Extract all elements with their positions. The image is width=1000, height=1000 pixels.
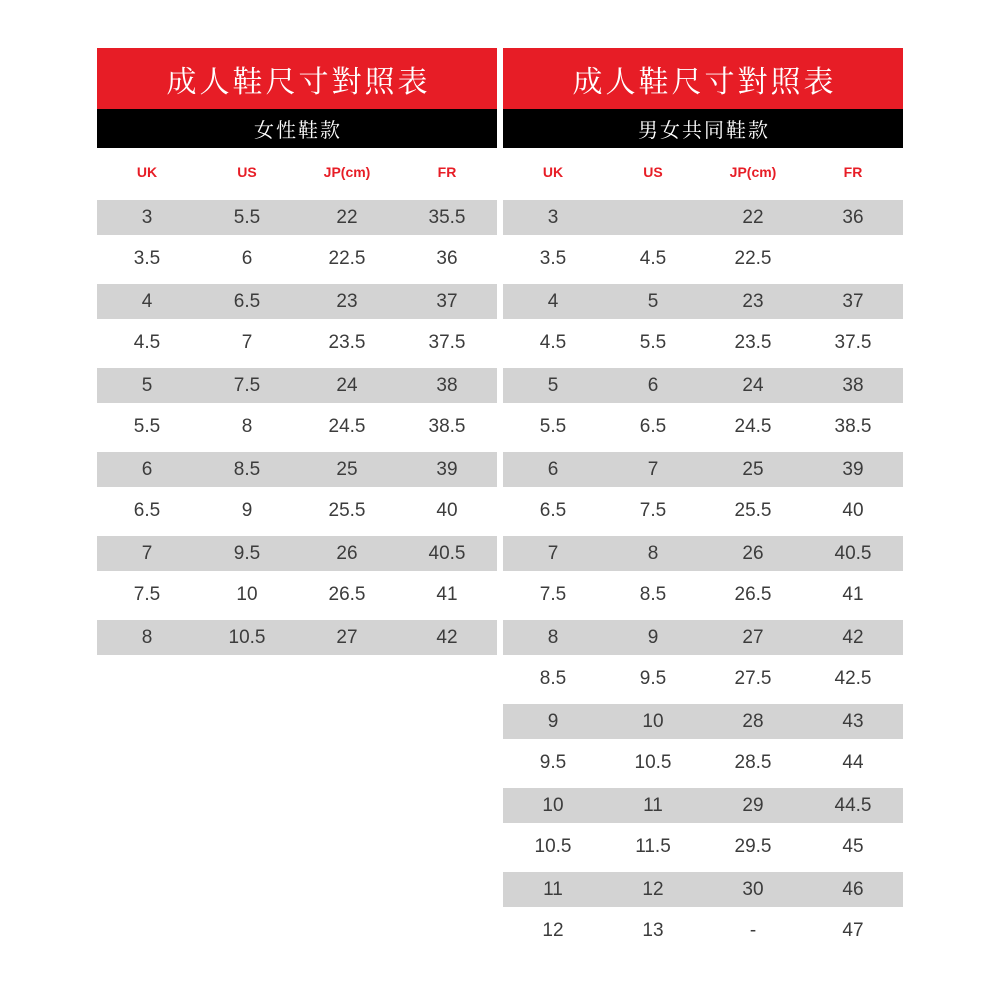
- size-cell: 47: [842, 920, 864, 941]
- size-cell: [803, 238, 903, 280]
- size-cell: 4: [141, 290, 153, 312]
- table-row: [97, 280, 497, 322]
- table-row: [503, 658, 903, 700]
- size-cell: 23: [742, 290, 764, 312]
- size-cell: 7.5: [233, 374, 261, 396]
- size-cell: 25.5: [328, 500, 366, 521]
- size-cell: 10: [236, 584, 258, 605]
- size-cell: 24.5: [328, 416, 366, 437]
- size-cell: 11: [543, 878, 563, 900]
- size-cell: 37.5: [834, 332, 872, 353]
- size-cell: 5: [647, 290, 659, 312]
- size-cell: 24: [336, 374, 358, 396]
- size-cell: 46: [842, 878, 864, 900]
- size-cell: 29: [742, 794, 764, 816]
- table-row: [503, 868, 903, 910]
- size-cell: 4.5: [639, 248, 667, 269]
- size-cell: 9.5: [539, 752, 567, 773]
- table-row: [503, 238, 903, 280]
- column-header-fr: FR: [843, 164, 863, 180]
- size-cell: 24.5: [734, 416, 772, 437]
- size-cell: 7.5: [639, 500, 667, 521]
- size-cell: 25: [336, 458, 358, 480]
- size-cell: 6.5: [639, 416, 667, 437]
- size-cell: 6.5: [133, 500, 161, 521]
- size-cell: 7.5: [539, 584, 567, 605]
- size-cell: 22: [742, 206, 764, 228]
- size-cell: 6: [647, 374, 659, 396]
- table-row: [503, 700, 903, 742]
- size-cell: 35.5: [428, 206, 466, 228]
- size-cell: 10: [542, 794, 564, 816]
- size-cell: 26: [742, 542, 764, 564]
- column-header-fr: FR: [437, 164, 457, 180]
- size-cell: 6.5: [233, 290, 261, 312]
- table-subtitle: 女性鞋款: [97, 109, 497, 148]
- table-title: 成人鞋尺寸對照表: [503, 48, 903, 109]
- size-cell: 9: [241, 500, 253, 521]
- size-cell: 36: [436, 248, 458, 269]
- table-row: [97, 574, 497, 616]
- size-cell: 40: [436, 500, 458, 521]
- size-cell: 8.5: [539, 668, 567, 689]
- table-row: [503, 910, 903, 952]
- size-cell: 4: [547, 290, 559, 312]
- size-cell: 22: [336, 206, 358, 228]
- size-cell: 9.5: [233, 542, 261, 564]
- table-row: [503, 826, 903, 868]
- table-row: [503, 448, 903, 490]
- table-row: [97, 616, 497, 658]
- size-cell: 8: [241, 416, 253, 437]
- size-cell: 26.5: [328, 584, 366, 605]
- size-cell: 12: [542, 920, 564, 941]
- size-cell: 40.5: [834, 542, 872, 564]
- size-cell: 26: [336, 542, 358, 564]
- size-cell: 23: [336, 290, 358, 312]
- size-cell: 41: [842, 584, 864, 605]
- size-cell: 5.5: [233, 206, 261, 228]
- size-cell: 37: [842, 290, 864, 312]
- size-cell: 7.5: [133, 584, 161, 605]
- size-cell: 44: [842, 752, 864, 773]
- size-cell: 9: [647, 626, 659, 648]
- table-row: [503, 322, 903, 364]
- table-row: [503, 784, 903, 826]
- size-cell: 29.5: [734, 836, 772, 857]
- size-cell: 37: [436, 290, 458, 312]
- table-row: [97, 448, 497, 490]
- table-row: [503, 532, 903, 574]
- table-row: [97, 322, 497, 364]
- size-cell: 12: [642, 878, 664, 900]
- size-cell: 28: [742, 710, 764, 732]
- size-cell: 8: [547, 626, 559, 648]
- size-cell: 44.5: [834, 794, 872, 816]
- table-row: [97, 406, 497, 448]
- unisex-size-table: [503, 48, 903, 952]
- table-row: [97, 364, 497, 406]
- size-cell: 7: [647, 458, 659, 480]
- size-cell: 42.5: [834, 668, 872, 689]
- size-cell: 27: [336, 626, 358, 648]
- size-cell: 11.5: [635, 836, 671, 857]
- column-header-uk: UK: [136, 164, 158, 180]
- women-size-table: [97, 48, 497, 952]
- size-cell: 40: [842, 500, 864, 521]
- size-cell: 10.5: [228, 626, 266, 648]
- table-row: [503, 196, 903, 238]
- size-cell: 30: [742, 878, 764, 900]
- column-header-row: [97, 148, 497, 196]
- column-header-row: [503, 148, 903, 196]
- size-cell: 38.5: [834, 416, 872, 437]
- size-cell: 40.5: [428, 542, 466, 564]
- size-cell: 36: [842, 206, 864, 228]
- size-cell: 42: [436, 626, 458, 648]
- size-cell: 5.5: [133, 416, 161, 437]
- table-row: [97, 532, 497, 574]
- size-cell: 22.5: [734, 248, 772, 269]
- size-cell: 25.5: [734, 500, 772, 521]
- size-cell: 26.5: [734, 584, 772, 605]
- size-cell: 8.5: [233, 458, 261, 480]
- size-cell: [603, 200, 703, 235]
- size-cell: -: [749, 920, 757, 941]
- size-cell: 42: [842, 626, 864, 648]
- size-cell: 27: [742, 626, 764, 648]
- size-cell: 9: [547, 710, 559, 732]
- size-cell: 6: [547, 458, 559, 480]
- size-cell: 6: [241, 248, 253, 269]
- size-cell: 3: [547, 206, 559, 228]
- size-cell: 38: [842, 374, 864, 396]
- table-title: 成人鞋尺寸對照表: [97, 48, 497, 109]
- column-header-uk: UK: [542, 164, 564, 180]
- size-cell: 25: [742, 458, 764, 480]
- size-cell: 43: [842, 710, 864, 732]
- size-cell: 7: [241, 332, 253, 353]
- table-row: [97, 238, 497, 280]
- size-cell: 3.5: [133, 248, 161, 269]
- size-cell: 13: [642, 920, 664, 941]
- size-cell: 5: [547, 374, 559, 396]
- size-cell: 4.5: [539, 332, 567, 353]
- size-cell: 7: [141, 542, 153, 564]
- table-subtitle: 男女共同鞋款: [503, 109, 903, 148]
- column-header-us: US: [643, 164, 663, 180]
- table-row: [503, 742, 903, 784]
- size-cell: 10: [642, 710, 664, 732]
- size-cell: 3.5: [539, 248, 567, 269]
- table-body: [503, 196, 903, 952]
- size-cell: 8: [647, 542, 659, 564]
- size-cell: 22.5: [328, 248, 366, 269]
- size-charts: [97, 48, 903, 952]
- size-cell: 8: [141, 626, 153, 648]
- size-cell: 45: [842, 836, 864, 857]
- table-row: [503, 574, 903, 616]
- table-row: [503, 490, 903, 532]
- size-cell: 10.5: [634, 752, 672, 773]
- size-cell: 39: [436, 458, 458, 480]
- size-cell: 27.5: [734, 668, 772, 689]
- size-cell: 39: [842, 458, 864, 480]
- size-cell: 5.5: [539, 416, 567, 437]
- size-cell: 11: [643, 794, 663, 816]
- size-cell: 38.5: [428, 416, 466, 437]
- size-cell: 6: [141, 458, 153, 480]
- size-cell: 4.5: [133, 332, 161, 353]
- table-row: [503, 280, 903, 322]
- size-cell: 38: [436, 374, 458, 396]
- size-cell: 24: [742, 374, 764, 396]
- table-row: [503, 616, 903, 658]
- column-header-jpcm: JP(cm): [729, 164, 777, 180]
- column-header-jpcm: JP(cm): [323, 164, 371, 180]
- size-cell: 9.5: [639, 668, 667, 689]
- size-cell: 7: [547, 542, 559, 564]
- size-cell: 5.5: [639, 332, 667, 353]
- size-cell: 10.5: [534, 836, 572, 857]
- size-cell: 41: [436, 584, 458, 605]
- size-cell: 8.5: [639, 584, 667, 605]
- table-row: [503, 406, 903, 448]
- table-row: [97, 490, 497, 532]
- size-cell: 23.5: [734, 332, 772, 353]
- size-cell: 28.5: [734, 752, 772, 773]
- size-cell: 5: [141, 374, 153, 396]
- table-body: [97, 196, 497, 658]
- size-cell: 23.5: [328, 332, 366, 353]
- column-header-us: US: [237, 164, 257, 180]
- table-row: [503, 364, 903, 406]
- table-row: [97, 196, 497, 238]
- size-cell: 6.5: [539, 500, 567, 521]
- size-cell: 37.5: [428, 332, 466, 353]
- size-cell: 3: [141, 206, 153, 228]
